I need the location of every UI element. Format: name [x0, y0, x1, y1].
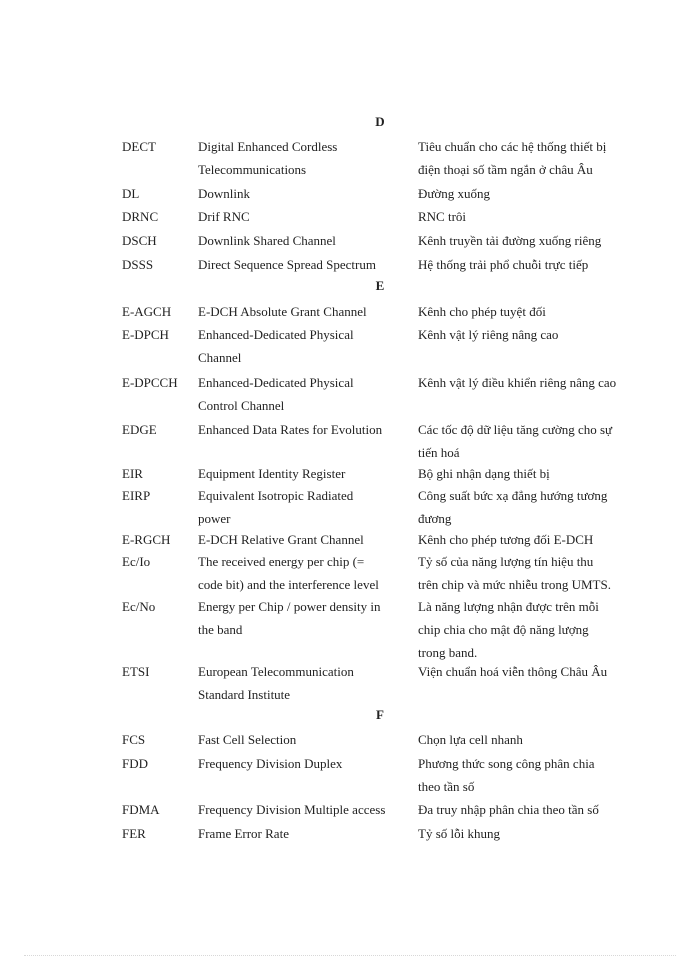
vietnamese-term: Tỷ số của năng lượng tín hiệu thu trên chip và mức nhiễu trong UMTS. — [418, 554, 611, 592]
english-term: The received energy per chip (= code bit) and the interference level — [198, 554, 379, 592]
english-term: Enhanced-Dedicated Physical Channel — [198, 327, 354, 365]
abbreviation: DSCH — [122, 233, 157, 248]
english-term: Fast Cell Selection — [198, 732, 297, 747]
vietnamese-term: Bộ ghi nhận dạng thiết bị — [418, 466, 550, 481]
vietnamese-term: Phương thức song công phân chia theo tần số — [418, 756, 595, 794]
english-term: Downlink Shared Channel — [198, 233, 336, 248]
abbreviation: DECT — [122, 139, 156, 154]
english-term: European Telecommunication Standard Institute — [198, 664, 354, 702]
english-term: Frame Error Rate — [198, 826, 289, 841]
english-term: Frequency Division Duplex — [198, 756, 343, 771]
vietnamese-term: Kênh vật lý riêng nâng cao — [418, 327, 559, 342]
abbreviation: DSSS — [122, 257, 154, 272]
vietnamese-term: Các tốc độ dữ liệu tăng cường cho sự tiến hoá — [418, 422, 613, 460]
abbreviation: Ec/No — [122, 599, 156, 614]
english-term: Energy per Chip / power density in the band — [198, 599, 381, 637]
abbreviation: E-DPCH — [122, 327, 169, 342]
english-term: Equivalent Isotropic Radiated power — [198, 488, 354, 526]
abbreviation: EIRP — [122, 488, 151, 503]
vietnamese-term: Chọn lựa cell nhanh — [418, 732, 523, 747]
english-term: Enhanced-Dedicated Physical Control Channel — [198, 375, 354, 413]
vietnamese-term: Công suất bức xạ đẳng hướng tương đương — [418, 488, 608, 526]
english-term: Frequency Division Multiple access — [198, 802, 386, 817]
abbreviation: Ec/Io — [122, 554, 151, 569]
vietnamese-term: Hệ thống trải phổ chuỗi trực tiếp — [418, 257, 589, 272]
abbreviation: ETSI — [122, 664, 150, 679]
vietnamese-term: Đa truy nhập phân chia theo tần số — [418, 802, 599, 817]
section-heading-e: E — [375, 278, 385, 293]
abbreviation: EIR — [122, 466, 143, 481]
abbreviation: FCS — [122, 732, 146, 747]
vietnamese-term: Kênh cho phép tuyệt đối — [418, 304, 546, 319]
english-term: Equipment Identity Register — [198, 466, 346, 481]
vietnamese-term: RNC trôi — [418, 209, 467, 224]
english-term: Direct Sequence Spread Spectrum — [198, 257, 376, 272]
vietnamese-term: Kênh vật lý điều khiển riêng nâng cao — [418, 375, 617, 390]
abbreviation: EDGE — [122, 422, 157, 437]
english-term: E-DCH Absolute Grant Channel — [198, 304, 367, 319]
section-heading-d: D — [375, 114, 385, 129]
vietnamese-term: Tỷ số lỗi khung — [418, 826, 500, 841]
abbreviation: DL — [122, 186, 140, 201]
english-term: Downlink — [198, 186, 250, 201]
abbreviation: FDMA — [122, 802, 160, 817]
vietnamese-term: Kênh cho phép tương đối E-DCH — [418, 532, 594, 547]
vietnamese-term: Viện chuẩn hoá viễn thông Châu Âu — [418, 664, 608, 679]
english-term: Drif RNC — [198, 209, 250, 224]
abbreviation: FDD — [122, 756, 149, 771]
abbreviation: FER — [122, 826, 146, 841]
english-term: E-DCH Relative Grant Channel — [198, 532, 364, 547]
vietnamese-term: Tiêu chuẩn cho các hệ thống thiết bị điện thoại số tầm ngắn ở châu Âu — [418, 139, 607, 177]
abbreviation: E-DPCCH — [122, 375, 178, 390]
vietnamese-term: Kênh truyền tải đường xuống riêng — [418, 233, 602, 248]
page-bottom-border — [24, 955, 676, 956]
vietnamese-term: Đường xuống — [418, 186, 491, 201]
section-heading-f: F — [376, 707, 384, 722]
abbreviation: E-RGCH — [122, 532, 171, 547]
abbreviation: E-AGCH — [122, 304, 172, 319]
english-term: Digital Enhanced Cordless Telecommunications — [198, 139, 338, 177]
vietnamese-term: Là năng lượng nhận được trên mỗi chip chia cho mật độ năng lượng trong band. — [418, 599, 599, 660]
english-term: Enhanced Data Rates for Evolution — [198, 422, 383, 437]
abbreviation: DRNC — [122, 209, 159, 224]
